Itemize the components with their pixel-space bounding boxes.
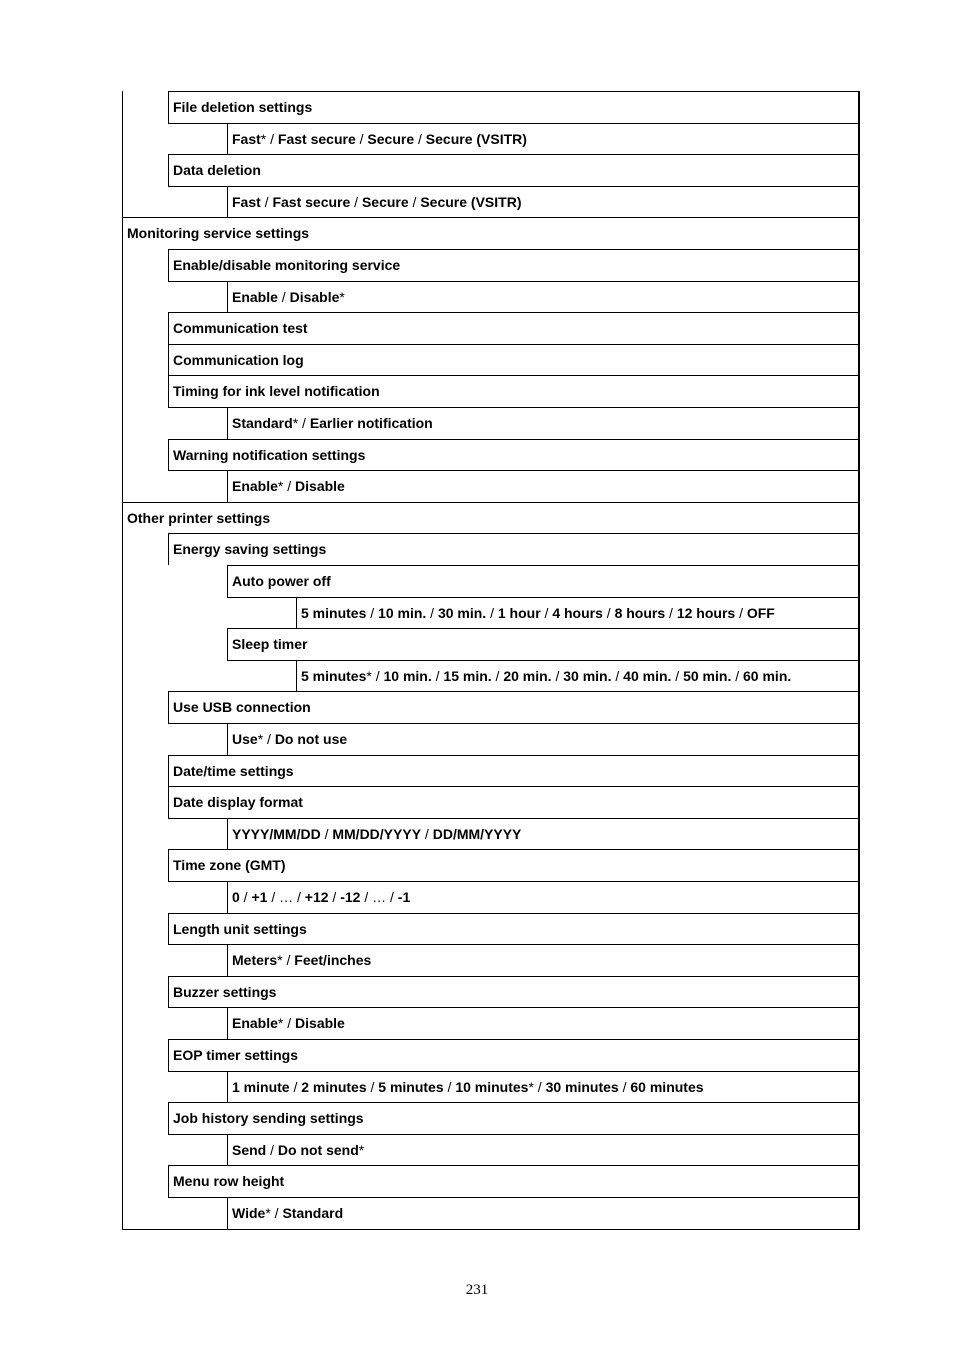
- default-marker: *: [260, 131, 267, 147]
- setting-label: [173, 763, 294, 779]
- option-values: [232, 952, 371, 968]
- option-value: …: [372, 889, 387, 905]
- cell-left-border: [227, 723, 228, 755]
- option-value: Fast: [232, 131, 261, 147]
- setting-label: [173, 857, 286, 873]
- cell-left-border: [227, 944, 228, 976]
- option-value: 30 min.: [563, 668, 612, 684]
- row-border: [227, 565, 860, 566]
- cell-left-border: [168, 312, 169, 344]
- option-separator: /: [665, 605, 677, 621]
- option-values: [232, 731, 347, 747]
- option-value: 30 minutes: [545, 1079, 619, 1095]
- row-border: [168, 91, 860, 92]
- option-value: Use: [232, 731, 258, 747]
- row-border: [227, 1197, 860, 1198]
- option-separator: /: [421, 826, 433, 842]
- setting-label: [173, 257, 400, 273]
- cell-left-border: [227, 881, 228, 913]
- option-value: -12: [340, 889, 361, 905]
- row-border: [168, 1165, 860, 1166]
- cell-left-border: [296, 660, 297, 691]
- cell-left-border: [168, 1165, 169, 1197]
- spacer-border: [168, 1007, 227, 1008]
- option-value: 1 minute: [232, 1079, 290, 1095]
- spacer-border: [168, 818, 227, 819]
- option-separator: /: [283, 1015, 296, 1031]
- label-text: EOP timer settings: [173, 1047, 299, 1063]
- label-text: Other printer settings: [127, 510, 271, 526]
- cell-left-border: [168, 755, 169, 786]
- setting-label: [173, 447, 365, 463]
- option-value: Secure (VSITR): [420, 194, 522, 210]
- setting-label: [232, 573, 331, 589]
- spacer-border: [227, 660, 296, 661]
- option-value: 10 min.: [378, 605, 427, 621]
- spacer-border: [168, 881, 227, 882]
- option-value: 60 minutes: [630, 1079, 704, 1095]
- setting-label: [173, 984, 276, 1000]
- option-value: Secure: [367, 131, 415, 147]
- label-text: Buzzer settings: [173, 984, 277, 1000]
- cell-left-border: [227, 818, 228, 849]
- row-border: [296, 660, 860, 661]
- option-value: Fast: [232, 194, 261, 210]
- cell-left-border: [168, 533, 169, 565]
- spacer-border: [168, 407, 227, 408]
- option-values: [232, 889, 410, 905]
- row-border: [227, 281, 860, 282]
- setting-label: [173, 1110, 364, 1126]
- option-separator: /: [282, 952, 295, 968]
- option-separator: /: [426, 605, 438, 621]
- option-value: 30 min.: [437, 605, 487, 621]
- option-value: Secure: [361, 194, 409, 210]
- row-border: [227, 186, 860, 187]
- option-value: 5 minutes: [378, 1079, 444, 1095]
- row-border: [296, 597, 860, 598]
- option-value: 50 min.: [683, 668, 732, 684]
- option-separator: /: [263, 731, 275, 747]
- row-border: [168, 1039, 860, 1040]
- option-values: [232, 478, 345, 494]
- setting-label: [173, 352, 304, 368]
- option-value: 0: [232, 889, 240, 905]
- option-value: Send: [232, 1142, 267, 1158]
- cell-left-border: [227, 1071, 228, 1102]
- row-border: [168, 375, 860, 376]
- option-value: Standard: [282, 1205, 344, 1221]
- option-value: 5 minutes: [301, 668, 367, 684]
- option-value: Do not use: [274, 731, 348, 747]
- option-value: Enable: [232, 289, 278, 305]
- option-separator: /: [298, 415, 310, 431]
- cell-left-border: [168, 691, 169, 723]
- label-text: Timing for ink level notification: [173, 383, 380, 399]
- option-separator: /: [431, 668, 444, 684]
- cell-left-border: [227, 1197, 228, 1229]
- option-separator: /: [618, 1079, 631, 1095]
- option-values: [301, 668, 791, 684]
- row-border: [227, 470, 860, 471]
- option-value: Secure (VSITR): [425, 131, 527, 147]
- option-values: [301, 605, 775, 621]
- setting-label: [173, 320, 308, 336]
- option-value: OFF: [746, 605, 775, 621]
- setting-label: [173, 794, 303, 810]
- label-text: Communication test: [173, 320, 308, 336]
- default-marker: *: [257, 731, 264, 747]
- setting-label: [173, 699, 311, 715]
- label-text: Job history sending settings: [173, 1110, 364, 1126]
- label-text: Auto power off: [232, 573, 331, 589]
- label-text: Length unit settings: [173, 921, 307, 937]
- cell-left-border: [227, 1007, 228, 1039]
- label-text: Communication log: [173, 352, 304, 368]
- cell-left-border: [168, 1039, 169, 1071]
- option-values: [232, 131, 527, 147]
- option-value: Feet/inches: [294, 952, 372, 968]
- cell-left-border: [168, 344, 169, 375]
- option-separator: /: [533, 1079, 546, 1095]
- option-separator: /: [350, 194, 362, 210]
- option-separator: /: [671, 668, 684, 684]
- option-value: DD/MM/YYYY: [432, 826, 522, 842]
- option-separator: /: [414, 131, 426, 147]
- cell-left-border: [168, 1102, 169, 1134]
- label-text: Monitoring service settings: [127, 225, 310, 241]
- option-values: [232, 1079, 704, 1095]
- setting-label: [232, 636, 307, 652]
- spacer-border: [168, 1071, 227, 1072]
- option-values: [232, 1015, 345, 1031]
- row-border: [227, 407, 860, 408]
- row-border: [227, 723, 860, 724]
- row-border: [168, 154, 860, 155]
- option-separator: /: [551, 668, 564, 684]
- option-value: Disable: [295, 1015, 345, 1031]
- setting-label: [173, 1047, 298, 1063]
- default-marker: *: [528, 1079, 534, 1095]
- option-separator: /: [366, 1079, 379, 1095]
- option-value: …: [279, 889, 294, 905]
- label-text: Enable/disable monitoring service: [173, 257, 401, 273]
- spacer-border: [168, 1134, 227, 1135]
- row-border: [227, 1134, 860, 1135]
- default-marker: *: [277, 1015, 284, 1031]
- cell-left-border: [168, 154, 169, 186]
- setting-label: [173, 541, 326, 557]
- option-separator: /: [293, 889, 305, 905]
- label-text: Menu row height: [173, 1173, 285, 1189]
- label-text: Sleep timer: [232, 636, 308, 652]
- option-separator: /: [360, 889, 373, 905]
- row-border: [168, 691, 860, 692]
- option-value: 40 min.: [623, 668, 672, 684]
- option-value: Standard: [232, 415, 293, 431]
- option-values: [232, 415, 433, 431]
- spacer-border: [168, 123, 227, 124]
- option-value: -1: [397, 889, 411, 905]
- option-value: Earlier notification: [309, 415, 433, 431]
- option-value: 15 min.: [443, 668, 492, 684]
- option-value: 4 hours: [552, 605, 603, 621]
- cell-left-border: [227, 1134, 228, 1165]
- option-separator: /: [443, 1079, 456, 1095]
- option-separator: /: [266, 131, 278, 147]
- label-text: Date display format: [173, 794, 303, 810]
- cell-left-border: [227, 470, 228, 502]
- spacer-border: [168, 944, 227, 945]
- option-value: 1 hour: [497, 605, 541, 621]
- option-value: Wide: [232, 1205, 266, 1221]
- row-border: [168, 249, 860, 250]
- row-border: [227, 881, 860, 882]
- option-value: Enable: [232, 478, 278, 494]
- option-separator: /: [491, 668, 504, 684]
- row-border: [168, 344, 860, 345]
- cell-left-border: [227, 186, 228, 217]
- table-bottom-border: [122, 1229, 860, 1230]
- option-values: [232, 1205, 343, 1221]
- default-marker: *: [292, 415, 299, 431]
- option-value: 10 minutes: [455, 1079, 529, 1095]
- row-border: [168, 849, 860, 850]
- option-value: Meters: [232, 952, 278, 968]
- option-separator: /: [408, 194, 421, 210]
- option-separator: /: [540, 605, 553, 621]
- option-value: Disable: [295, 478, 345, 494]
- option-separator: /: [289, 1079, 302, 1095]
- spacer-border: [168, 470, 227, 471]
- label-text: Time zone (GMT): [173, 857, 286, 873]
- cell-left-border: [168, 976, 169, 1007]
- label-text: Data deletion: [173, 162, 261, 178]
- option-value: Fast secure: [272, 194, 351, 210]
- option-separator: /: [239, 889, 252, 905]
- option-separator: /: [731, 668, 744, 684]
- option-value: +1: [251, 889, 268, 905]
- default-marker: *: [277, 952, 283, 968]
- option-separator: /: [266, 1142, 278, 1158]
- label-text: Date/time settings: [173, 763, 294, 779]
- option-value: 10 min.: [383, 668, 432, 684]
- setting-label: [173, 921, 307, 937]
- option-value: Enable: [232, 1015, 278, 1031]
- default-marker: *: [358, 1142, 365, 1158]
- default-marker: *: [366, 668, 372, 684]
- cell-left-border: [296, 597, 297, 628]
- row-border: [168, 976, 860, 977]
- option-value: 60 min.: [743, 668, 792, 684]
- section-heading: [127, 225, 309, 241]
- row-border: [168, 439, 860, 440]
- spacer-border: [168, 281, 227, 282]
- row-border: [122, 502, 860, 503]
- cell-left-border: [168, 786, 169, 818]
- option-values: [232, 194, 521, 210]
- option-value: +12: [304, 889, 329, 905]
- option-value: MM/DD/YYYY: [332, 826, 422, 842]
- row-border: [168, 1102, 860, 1103]
- label-text: File deletion settings: [173, 99, 313, 115]
- option-value: 8 hours: [614, 605, 666, 621]
- setting-label: [173, 99, 312, 115]
- option-separator: /: [355, 131, 368, 147]
- cell-left-border: [227, 565, 228, 597]
- option-separator: /: [270, 1205, 283, 1221]
- option-separator: /: [602, 605, 615, 621]
- option-separator: /: [371, 668, 384, 684]
- cell-left-border: [227, 628, 228, 660]
- cell-left-border: [168, 439, 169, 470]
- option-value: 20 min.: [503, 668, 552, 684]
- label-text: Energy saving settings: [173, 541, 327, 557]
- row-border: [227, 944, 860, 945]
- option-value: Do not send: [277, 1142, 359, 1158]
- default-marker: *: [339, 289, 345, 305]
- option-separator: /: [320, 826, 333, 842]
- option-value: YYYY/MM/DD: [232, 826, 321, 842]
- cell-left-border: [168, 375, 169, 407]
- cell-left-border: [168, 249, 169, 281]
- page-number: 231: [465, 1282, 489, 1298]
- row-border: [168, 786, 860, 787]
- default-marker: *: [265, 1205, 271, 1221]
- row-border: [168, 913, 860, 914]
- row-border: [227, 628, 860, 629]
- option-separator: /: [486, 605, 498, 621]
- label-text: Warning notification settings: [173, 447, 366, 463]
- option-value: 12 hours: [676, 605, 736, 621]
- spacer-border: [168, 186, 227, 187]
- row-border: [227, 818, 860, 819]
- option-values: [232, 826, 521, 842]
- label-text: Use USB connection: [173, 699, 311, 715]
- option-separator: /: [277, 289, 290, 305]
- setting-label: [173, 383, 380, 399]
- row-border: [168, 533, 860, 534]
- option-values: [232, 289, 345, 305]
- default-marker: *: [277, 478, 284, 494]
- option-value: Fast secure: [277, 131, 356, 147]
- setting-label: [173, 162, 261, 178]
- row-border: [227, 123, 860, 124]
- table-left-border: [122, 91, 123, 1230]
- option-separator: /: [735, 605, 747, 621]
- cell-left-border: [227, 123, 228, 154]
- cell-left-border: [168, 849, 169, 881]
- option-separator: /: [366, 605, 379, 621]
- row-border: [122, 217, 860, 218]
- option-separator: /: [283, 478, 296, 494]
- option-separator: /: [386, 889, 398, 905]
- spacer-border: [168, 1197, 227, 1198]
- option-separator: /: [611, 668, 624, 684]
- setting-label: [173, 1173, 284, 1189]
- option-value: 2 minutes: [301, 1079, 367, 1095]
- row-border: [168, 755, 860, 756]
- option-separator: /: [328, 889, 341, 905]
- option-separator: /: [267, 889, 280, 905]
- option-values: [232, 1142, 364, 1158]
- row-border: [227, 1071, 860, 1072]
- option-separator: /: [260, 194, 273, 210]
- spacer-border: [227, 597, 296, 598]
- cell-left-border: [168, 91, 169, 123]
- option-value: Disable: [289, 289, 340, 305]
- row-border: [168, 312, 860, 313]
- section-heading: [127, 510, 270, 526]
- cell-left-border: [168, 913, 169, 944]
- row-border: [227, 1007, 860, 1008]
- option-value: 5 minutes: [301, 605, 367, 621]
- cell-left-border: [227, 281, 228, 312]
- spacer-border: [168, 723, 227, 724]
- cell-left-border: [227, 407, 228, 439]
